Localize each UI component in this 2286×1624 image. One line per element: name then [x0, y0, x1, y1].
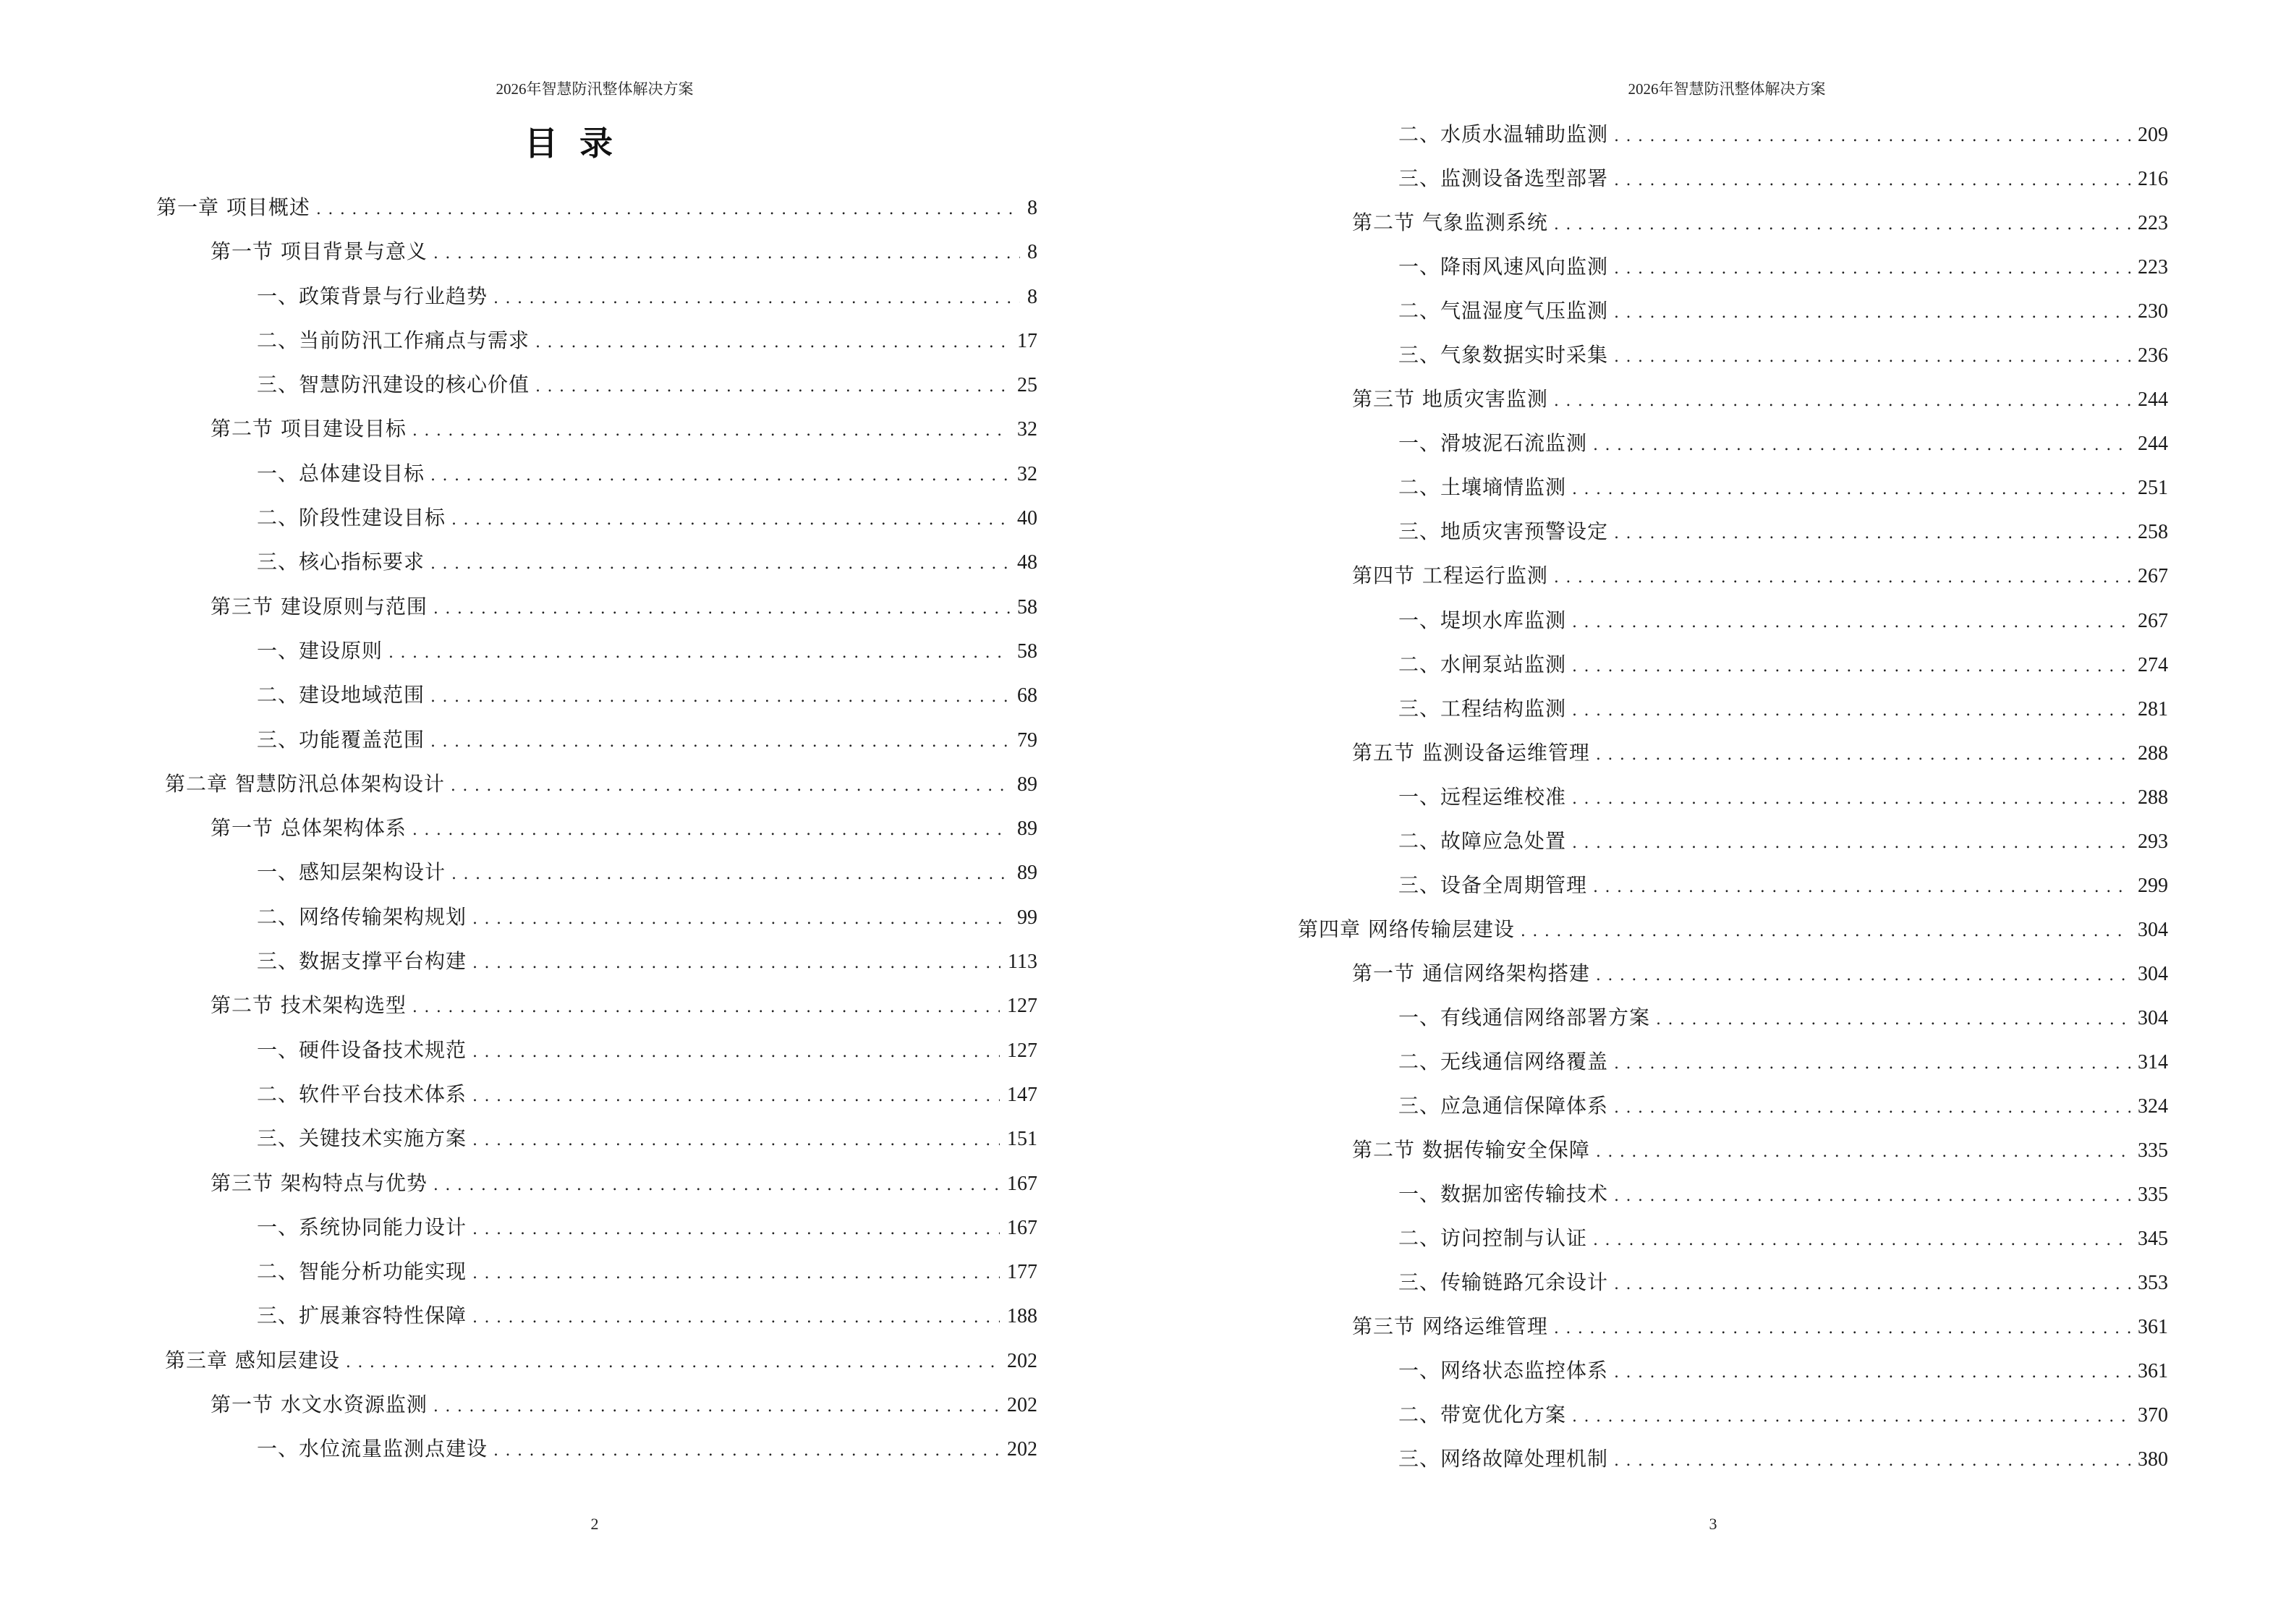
- table-of-contents: [1298, 112, 2168, 1481]
- toc-entry-label: 第二节 技术架构选型: [211, 993, 407, 1018]
- dot-leader: [472, 1296, 1000, 1340]
- dot-leader: [1614, 1042, 2130, 1086]
- dot-leader: [1554, 203, 2130, 247]
- toc-entry-page-number: 314: [2138, 1050, 2168, 1074]
- dot-leader: [1572, 689, 2130, 733]
- toc-entry-item[interactable]: [156, 895, 1037, 939]
- toc-entry-label: 一、总体建设目标: [257, 461, 425, 485]
- toc-entry-page-number: 58: [1017, 595, 1037, 618]
- toc-entry-label: 第二节 气象监测系统: [1352, 211, 1548, 235]
- dot-leader: [472, 1030, 1000, 1074]
- toc-entry-page-number: 281: [2138, 697, 2168, 720]
- toc-entry-label: 三、传输链路冗余设计: [1398, 1270, 1609, 1295]
- toc-entry-page-number: 48: [1017, 551, 1037, 574]
- toc-entry-page-number: 216: [2138, 168, 2168, 191]
- toc-entry-page-number: 299: [2138, 874, 2168, 897]
- dot-leader: [1614, 1262, 2130, 1306]
- dot-leader: [316, 187, 1020, 231]
- toc-entry-item[interactable]: [156, 673, 1037, 717]
- toc-entry-page-number: 324: [2138, 1095, 2168, 1118]
- running-header: 2026年智慧防汛整体解决方案: [496, 80, 694, 98]
- toc-entry-label: 二、土壤墒情监测: [1398, 475, 1567, 500]
- dot-leader: [472, 897, 1010, 941]
- toc-entry-page-number: 267: [2138, 609, 2168, 632]
- toc-entry-label: 一、远程运维校准: [1398, 784, 1567, 809]
- toc-entry-label: 三、数据支撑平台构建: [257, 949, 467, 974]
- toc-entry-label: 二、智能分析功能实现: [257, 1259, 467, 1284]
- toc-entry-item[interactable]: [1298, 1084, 2168, 1128]
- toc-entry-item[interactable]: [156, 629, 1037, 673]
- dot-leader: [430, 542, 1010, 586]
- toc-entry-item[interactable]: [1298, 995, 2168, 1040]
- toc-entry-label: 三、工程结构监测: [1398, 696, 1567, 720]
- toc-entry-label: 二、建设地域范围: [257, 683, 425, 707]
- toc-entry-page-number: 293: [2138, 830, 2168, 853]
- dot-leader: [1572, 645, 2130, 689]
- toc-entry-label: 三、关键技术实施方案: [257, 1126, 467, 1151]
- toc-entry-label: 第四章 网络传输层建设: [1298, 917, 1515, 941]
- toc-entry-item[interactable]: [1298, 465, 2168, 509]
- toc-entry-label: 第一节 总体架构体系: [211, 816, 407, 841]
- toc-entry-page-number: 8: [1027, 285, 1037, 308]
- dot-leader: [1614, 335, 2130, 379]
- toc-entry-item[interactable]: [1298, 421, 2168, 465]
- toc-entry-label: 一、建设原则: [257, 638, 383, 663]
- toc-entry-page-number: 8: [1027, 197, 1037, 219]
- toc-entry-chapter[interactable]: [1298, 907, 2168, 951]
- toc-entry-item[interactable]: [1298, 156, 2168, 200]
- toc-entry-page-number: 167: [1007, 1216, 1037, 1239]
- toc-entry-section[interactable]: [156, 407, 1037, 451]
- toc-entry-label: 三、设备全周期管理: [1398, 872, 1588, 897]
- toc-entry-page-number: 147: [1007, 1083, 1037, 1106]
- dot-leader: [1596, 733, 2130, 777]
- running-header: 2026年智慧防汛整体解决方案: [1628, 80, 1826, 98]
- toc-entry-item[interactable]: [156, 540, 1037, 584]
- toc-entry-page-number: 113: [1008, 951, 1037, 974]
- dot-leader: [1614, 1351, 2130, 1395]
- dot-leader: [433, 1385, 1000, 1429]
- dot-leader: [430, 675, 1010, 719]
- dot-leader: [1572, 600, 2130, 645]
- dot-leader: [493, 276, 1020, 320]
- document-page-right: [1143, 0, 2286, 1624]
- dot-leader: [1554, 379, 2130, 423]
- dot-leader: [388, 631, 1010, 675]
- dot-leader: [412, 409, 1010, 453]
- toc-entry-item[interactable]: [156, 274, 1037, 318]
- toc-entry-label: 三、应急通信保障体系: [1398, 1094, 1609, 1118]
- toc-entry-page-number: 361: [2138, 1360, 2168, 1383]
- toc-entry-label: 一、数据加密传输技术: [1398, 1182, 1609, 1207]
- toc-entry-page-number: 58: [1017, 639, 1037, 663]
- toc-entry-label: 一、硬件设备技术规范: [257, 1037, 467, 1062]
- toc-entry-label: 二、气温湿度气压监测: [1398, 299, 1609, 323]
- toc-entry-label: 第三章 感知层建设: [165, 1348, 340, 1372]
- toc-entry-item[interactable]: [156, 939, 1037, 983]
- toc-entry-label: 一、系统协同能力设计: [257, 1215, 467, 1239]
- toc-entry-item[interactable]: [1298, 245, 2168, 289]
- toc-entry-item[interactable]: [156, 1293, 1037, 1338]
- dot-leader: [1593, 865, 2130, 909]
- toc-entry-item[interactable]: [156, 718, 1037, 762]
- page-number: 2: [590, 1515, 599, 1533]
- toc-entry-label: 第一节 项目背景与意义: [211, 239, 428, 264]
- toc-entry-chapter[interactable]: [156, 185, 1037, 229]
- toc-entry-page-number: 244: [2138, 433, 2168, 456]
- toc-entry-page-number: 167: [1007, 1172, 1037, 1195]
- dot-leader: [1614, 1439, 2130, 1483]
- toc-entry-label: 二、软件平台技术体系: [257, 1081, 467, 1106]
- dot-leader: [433, 231, 1020, 276]
- toc-entry-section[interactable]: [156, 1382, 1037, 1427]
- toc-entry-page-number: 335: [2138, 1139, 2168, 1162]
- dot-leader: [1572, 1395, 2130, 1439]
- toc-entry-label: 一、水位流量监测点建设: [257, 1437, 488, 1461]
- toc-entry-page-number: 304: [2138, 1006, 2168, 1029]
- toc-entry-section[interactable]: [1298, 200, 2168, 245]
- toc-entry-item[interactable]: [156, 1427, 1037, 1471]
- toc-entry-item[interactable]: [1298, 333, 2168, 377]
- toc-entry-page-number: 89: [1017, 817, 1037, 841]
- dot-leader: [1593, 1218, 2130, 1262]
- toc-entry-label: 二、带宽优化方案: [1398, 1403, 1567, 1427]
- toc-entry-label: 一、降雨风速风向监测: [1398, 255, 1609, 279]
- toc-entry-label: 三、智慧防汛建设的核心价值: [257, 373, 530, 397]
- toc-entry-label: 第三节 建设原则与范围: [211, 594, 428, 618]
- toc-entry-page-number: 89: [1017, 773, 1037, 796]
- toc-entry-item[interactable]: [1298, 509, 2168, 553]
- toc-entry-label: 第三节 网络运维管理: [1352, 1314, 1548, 1339]
- toc-entry-page-number: 230: [2138, 300, 2168, 323]
- dot-leader: [1521, 909, 2130, 953]
- toc-entry-item[interactable]: [1298, 819, 2168, 863]
- toc-entry-page-number: 188: [1007, 1305, 1037, 1328]
- toc-entry-section[interactable]: [156, 584, 1037, 629]
- dot-leader: [472, 1207, 1000, 1251]
- dot-leader: [1656, 998, 2130, 1042]
- toc-entry-section[interactable]: [156, 229, 1037, 273]
- toc-entry-page-number: 267: [2138, 565, 2168, 588]
- toc-entry-section[interactable]: [1298, 1304, 2168, 1348]
- toc-entry-item[interactable]: [156, 1116, 1037, 1160]
- toc-entry-item[interactable]: [1298, 863, 2168, 907]
- toc-entry-label: 三、功能覆盖范围: [257, 727, 425, 752]
- dot-leader: [535, 365, 1010, 409]
- toc-entry-page-number: 32: [1017, 462, 1037, 485]
- toc-entry-page-number: 17: [1017, 329, 1037, 352]
- toc-entry-page-number: 345: [2138, 1228, 2168, 1251]
- toc-entry-page-number: 288: [2138, 741, 2168, 765]
- toc-entry-label: 一、网络状态监控体系: [1398, 1359, 1609, 1383]
- toc-entry-page-number: 304: [2138, 962, 2168, 985]
- dot-leader: [451, 852, 1010, 896]
- toc-entry-page-number: 370: [2138, 1404, 2168, 1427]
- toc-entry-page-number: 244: [2138, 388, 2168, 412]
- toc-entry-item[interactable]: [156, 451, 1037, 496]
- toc-entry-label: 一、感知层架构设计: [257, 860, 446, 885]
- dot-leader: [1614, 1174, 2130, 1218]
- toc-entry-item[interactable]: [1298, 289, 2168, 333]
- dot-leader: [1593, 423, 2130, 467]
- toc-entry-label: 第三节 地质灾害监测: [1352, 387, 1548, 412]
- toc-entry-label: 二、当前防汛工作痛点与需求: [257, 328, 530, 352]
- toc-entry-page-number: 274: [2138, 653, 2168, 676]
- toc-entry-section[interactable]: [1298, 951, 2168, 995]
- toc-entry-label: 三、气象数据实时采集: [1398, 343, 1609, 367]
- toc-entry-label: 一、政策背景与行业趋势: [257, 284, 488, 308]
- dot-leader: [430, 720, 1010, 764]
- toc-entry-item[interactable]: [156, 1249, 1037, 1293]
- dot-leader: [1614, 158, 2130, 203]
- toc-entry-page-number: 202: [1007, 1394, 1037, 1417]
- dot-leader: [346, 1340, 1000, 1385]
- toc-entry-item[interactable]: [1298, 686, 2168, 731]
- table-of-contents: [156, 185, 1037, 1471]
- dot-leader: [1572, 467, 2130, 511]
- dot-leader: [1614, 1086, 2130, 1130]
- toc-entry-item[interactable]: [1298, 642, 2168, 686]
- toc-entry-label: 第一节 通信网络架构搭建: [1352, 961, 1590, 985]
- toc-entry-page-number: 32: [1017, 418, 1037, 441]
- dot-leader: [472, 1118, 1000, 1162]
- toc-entry-item[interactable]: [156, 1072, 1037, 1116]
- dot-leader: [412, 808, 1010, 852]
- toc-entry-page-number: 99: [1017, 906, 1037, 929]
- toc-entry-label: 第三节 架构特点与优势: [211, 1170, 428, 1195]
- toc-entry-item[interactable]: [156, 850, 1037, 894]
- toc-entry-item[interactable]: [156, 1205, 1037, 1249]
- dot-leader: [472, 941, 1000, 985]
- toc-entry-label: 二、访问控制与认证: [1398, 1226, 1588, 1251]
- toc-entry-section[interactable]: [1298, 1128, 2168, 1172]
- toc-entry-label: 三、地质灾害预警设定: [1398, 519, 1609, 544]
- dot-leader: [1554, 556, 2130, 600]
- toc-entry-label: 二、水质水温辅助监测: [1398, 122, 1609, 146]
- toc-entry-page-number: 236: [2138, 344, 2168, 367]
- toc-entry-page-number: 223: [2138, 256, 2168, 279]
- page-number: 3: [1709, 1515, 1717, 1533]
- toc-entry-label: 一、堤坝水库监测: [1398, 608, 1567, 632]
- toc-entry-label: 三、核心指标要求: [257, 550, 425, 574]
- dot-leader: [433, 587, 1010, 631]
- toc-entry-section[interactable]: [1298, 377, 2168, 421]
- dot-leader: [430, 454, 1010, 498]
- toc-entry-item[interactable]: [156, 362, 1037, 407]
- toc-entry-section[interactable]: [156, 983, 1037, 1027]
- toc-entry-page-number: 335: [2138, 1183, 2168, 1207]
- toc-entry-label: 三、网络故障处理机制: [1398, 1447, 1609, 1471]
- dot-leader: [472, 1074, 1000, 1118]
- toc-entry-page-number: 25: [1017, 374, 1037, 397]
- toc-entry-item[interactable]: [1298, 1393, 2168, 1437]
- toc-entry-page-number: 209: [2138, 124, 2168, 146]
- toc-entry-page-number: 258: [2138, 521, 2168, 544]
- toc-entry-label: 一、滑坡泥石流监测: [1398, 431, 1588, 456]
- toc-entry-label: 第二节 项目建设目标: [211, 417, 407, 441]
- toc-entry-item[interactable]: [1298, 775, 2168, 819]
- toc-entry-item[interactable]: [1298, 1172, 2168, 1216]
- toc-entry-label: 三、监测设备选型部署: [1398, 166, 1609, 191]
- dot-leader: [1572, 777, 2130, 821]
- toc-entry-item[interactable]: [156, 1028, 1037, 1072]
- dot-leader: [1614, 247, 2130, 291]
- toc-entry-page-number: 223: [2138, 212, 2168, 235]
- dot-leader: [1614, 114, 2130, 158]
- toc-entry-label: 第五节 监测设备运维管理: [1352, 740, 1590, 765]
- dot-leader: [472, 1251, 1000, 1296]
- toc-entry-page-number: 68: [1017, 684, 1037, 707]
- toc-entry-label: 二、无线通信网络覆盖: [1398, 1049, 1609, 1074]
- toc-entry-label: 二、网络传输架构规划: [257, 904, 467, 929]
- dot-leader: [493, 1429, 1000, 1473]
- toc-entry-section[interactable]: [156, 1161, 1037, 1205]
- toc-entry-label: 二、水闸泵站监测: [1398, 652, 1567, 676]
- toc-entry-section[interactable]: [1298, 553, 2168, 598]
- dot-leader: [451, 498, 1010, 542]
- toc-entry-item[interactable]: [156, 318, 1037, 362]
- toc-entry-page-number: 40: [1017, 507, 1037, 530]
- toc-entry-item[interactable]: [1298, 1040, 2168, 1084]
- dot-leader: [1596, 1130, 2130, 1174]
- toc-entry-label: 一、有线通信网络部署方案: [1398, 1005, 1651, 1029]
- toc-entry-page-number: 380: [2138, 1448, 2168, 1471]
- toc-entry-page-number: 202: [1007, 1438, 1037, 1461]
- dot-leader: [1614, 511, 2130, 556]
- toc-entry-item[interactable]: [156, 496, 1037, 540]
- toc-entry-label: 第一章 项目概述: [156, 195, 310, 219]
- toc-entry-label: 第二章 智慧防汛总体架构设计: [165, 771, 445, 796]
- toc-entry-item[interactable]: [1298, 1216, 2168, 1260]
- toc-entry-section[interactable]: [156, 806, 1037, 850]
- toc-entry-label: 第一节 水文水资源监测: [211, 1393, 428, 1417]
- toc-title: 目录: [524, 124, 634, 163]
- toc-entry-page-number: 8: [1027, 241, 1037, 264]
- dot-leader: [1554, 1306, 2130, 1351]
- toc-entry-page-number: 202: [1007, 1349, 1037, 1372]
- toc-entry-page-number: 177: [1007, 1261, 1037, 1284]
- dot-leader: [451, 764, 1010, 808]
- toc-entry-label: 第四节 工程运行监测: [1352, 564, 1548, 588]
- toc-entry-item[interactable]: [1298, 598, 2168, 642]
- toc-entry-page-number: 127: [1007, 995, 1037, 1018]
- toc-entry-page-number: 89: [1017, 862, 1037, 885]
- toc-entry-page-number: 288: [2138, 786, 2168, 809]
- dot-leader: [535, 320, 1010, 365]
- dot-leader: [1614, 291, 2130, 335]
- toc-entry-label: 三、扩展兼容特性保障: [257, 1304, 467, 1328]
- toc-entry-page-number: 127: [1007, 1039, 1037, 1062]
- toc-entry-label: 第二节 数据传输安全保障: [1352, 1138, 1590, 1162]
- toc-entry-page-number: 79: [1017, 728, 1037, 752]
- toc-entry-page-number: 353: [2138, 1272, 2168, 1295]
- toc-entry-page-number: 361: [2138, 1316, 2168, 1339]
- dot-leader: [433, 1163, 1000, 1207]
- dot-leader: [1596, 953, 2130, 998]
- dot-leader: [1572, 821, 2130, 865]
- toc-entry-item[interactable]: [1298, 1437, 2168, 1481]
- toc-entry-item[interactable]: [1298, 112, 2168, 156]
- toc-entry-section[interactable]: [1298, 731, 2168, 775]
- toc-entry-label: 二、故障应急处置: [1398, 828, 1567, 853]
- toc-entry-chapter[interactable]: [156, 762, 1037, 806]
- toc-entry-page-number: 304: [2138, 918, 2168, 941]
- dot-leader: [412, 985, 1000, 1029]
- toc-entry-item[interactable]: [1298, 1348, 2168, 1393]
- toc-entry-item[interactable]: [1298, 1260, 2168, 1304]
- toc-entry-chapter[interactable]: [156, 1338, 1037, 1382]
- toc-entry-page-number: 151: [1007, 1128, 1037, 1151]
- toc-entry-page-number: 251: [2138, 477, 2168, 500]
- toc-entry-label: 二、阶段性建设目标: [257, 506, 446, 530]
